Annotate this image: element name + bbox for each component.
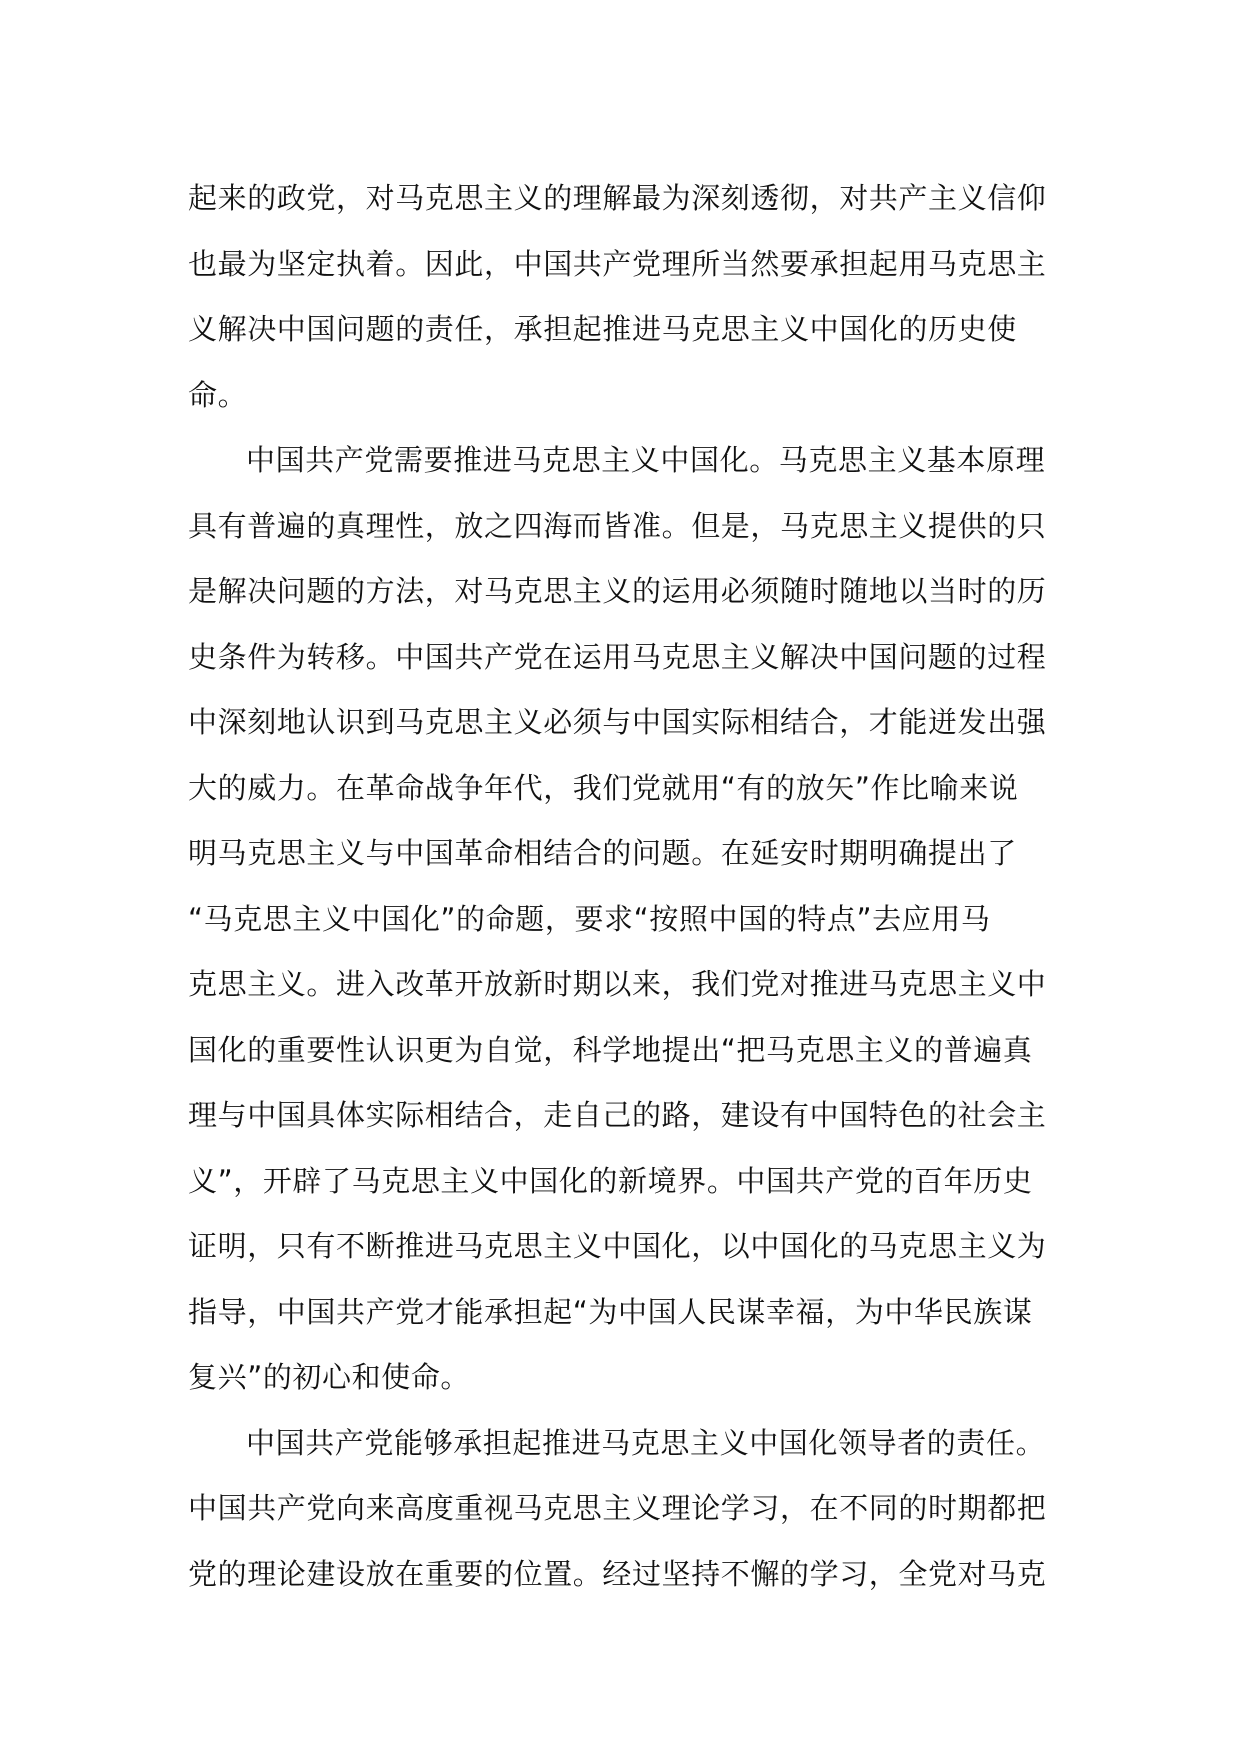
text-line: 起来的政党，对马克思主义的理解最为深刻透彻，对共产主义信仰 <box>188 181 1047 215</box>
text-line: 义”，开辟了马克思主义中国化的新境界。中国共产党的百年历史 <box>188 1163 1033 1198</box>
text-line: 中国共产党能够承担起推进马克思主义中国化领导者的责任。 <box>246 1425 1046 1460</box>
text-line: 复兴”的初心和使命。 <box>188 1360 471 1394</box>
text-line: 指导，中国共产党才能承担起“为中国人民谋幸福，为中华民族谋 <box>188 1294 1033 1329</box>
text-line: 理与中国具体实际相结合，走自己的路，建设有中国特色的社会主 <box>188 1098 1047 1132</box>
text-line: 党的理论建设放在重要的位置。经过坚持不懈的学习，全党对马克 <box>188 1556 1047 1591</box>
text-line: 克思主义。进入改革开放新时期以来，我们党对推进马克思主义中 <box>188 967 1047 1001</box>
text-line: 具有普遍的真理性，放之四海而皆准。但是，马克思主义提供的只 <box>188 508 1047 543</box>
text-line: 中国共产党需要推进马克思主义中国化。马克思主义基本原理 <box>246 443 1046 477</box>
text-line: 也最为坚定执着。因此，中国共产党理所当然要承担起用马克思主 <box>188 246 1047 281</box>
text-line: 大的威力。在革命战争年代，我们党就用“有的放矢”作比喻来说 <box>188 770 1019 805</box>
text-line: 命。 <box>188 377 248 412</box>
text-line: 义解决中国问题的责任，承担起推进马克思主义中国化的历史使 <box>188 312 1017 346</box>
text-line: 中深刻地认识到马克思主义必须与中国实际相结合，才能迸发出强 <box>188 705 1047 739</box>
text-line: 是解决问题的方法，对马克思主义的运用必须随时随地以当时的历 <box>188 574 1047 608</box>
text-line: 明马克思主义与中国革命相结合的问题。在延安时期明确提出了 <box>188 836 1017 870</box>
text-line: “马克思主义中国化”的命题，要求“按照中国的特点”去应用马 <box>188 901 991 936</box>
text-line: 中国共产党向来高度重视马克思主义理论学习，在不同的时期都把 <box>188 1491 1047 1525</box>
text-line: 史条件为转移。中国共产党在运用马克思主义解决中国问题的过程 <box>188 639 1047 674</box>
text-line: 国化的重要性认识更为自觉，科学地提出“把马克思主义的普遍真 <box>188 1032 1033 1067</box>
body-text <box>188 166 1058 1607</box>
text-line: 证明，只有不断推进马克思主义中国化，以中国化的马克思主义为 <box>188 1229 1047 1263</box>
